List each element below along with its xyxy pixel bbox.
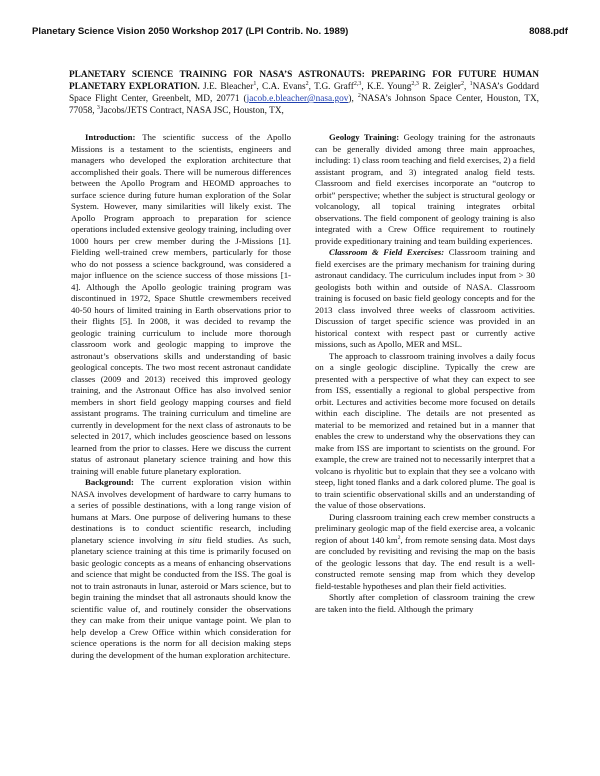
affiliation-number: 1 [469, 80, 473, 87]
author-affiliation-mark: 1 [253, 80, 257, 87]
classroom-field-text: Classroom training and field exercises are the primary mechanism for training during astronaut candidacy. The curriculum includes input from > 30 geologists both within and outside of NASA. Classroom training is focused on basic field geology concepts and for the 2013 class involved three weeks of classroom activities. Discussion of target specific science was provided in an historical context with respect past or currently active missions, such as Apollo, MER and MSL. [315, 247, 536, 349]
affiliation-jacobs: Jacobs/JETS Contract, NASA JSC, Houston, TX, [99, 106, 284, 116]
affiliation-separator: ), [348, 94, 358, 104]
author: J.E. Bleacher [203, 82, 254, 92]
affiliation-number: 3 [96, 104, 100, 111]
geology-training-paragraph [315, 132, 535, 247]
approach-paragraph: The approach to classroom training involves a daily focus on a single geologic discipline. Typically the crew are presented with a perspective of what they can expect to see from ISS, essentially a regional to global perspective from orbit. Lectures and activities become more focused on details within each discipline. The details are not presented as material to be memorized and retained but in a manner that enables the crew to understand why the observations they can make from ISS are important to scientists on the ground. For example, the crew are trained not to necessarily interpret that a volcano is rhyolitic but to explain that they see a volcano with steep, light toned flanks and a dark colored plume. The goal is to train scientific observational skills and an understanding of the value of those observations. [315, 350, 535, 510]
introduction-paragraph [71, 132, 291, 477]
author-affiliation-mark: 2 [460, 80, 464, 87]
km-squared-exponent: 2 [397, 534, 401, 541]
paper-title: PLANETARY SCIENCE TRAINING FOR NASA’S ASTRONAUTS: PREPARING FOR FUTURE HUMAN PLANETARY EXPLORATION. [69, 70, 539, 92]
background-paragraph [71, 477, 291, 661]
left-column [71, 132, 291, 661]
author-email-link[interactable]: jacob.e.bleacher@nasa.gov [246, 94, 349, 104]
map-text: During classroom training each crew member constructs a preliminary geologic map of the field exercise area, a volcanic region of about 140 km [315, 511, 535, 545]
affiliation-number: 2 [357, 92, 361, 99]
author-list: J.E. Bleacher$^1$, C.A. Evans$^2$, T.G. Graff$^{2,3}$, K.E. Young$^{2,3}$ R. Zeigler$^2$, [203, 80, 470, 92]
section-heading-classroom-field: Classroom & Field Exercises: [329, 247, 445, 257]
author-affiliation-mark: 2 [305, 80, 309, 87]
workshop-citation: Planetary Science Vision 2050 Workshop 2017 (LPI Contrib. No. 1989) [32, 26, 349, 37]
author: T.G. Graff [314, 82, 354, 92]
file-id: 8088.pdf [529, 26, 568, 37]
author: C.A. Evans [262, 82, 306, 92]
background-text-cont: field studies. As such, planetary science training at this time is primarily focused on basic geologic concepts as a means of enhancing observations and science that might be conducted from the ISS. The goal is not to train astronauts in lunar, asteroid or Mars science, but to begin training the mindset that all astronauts should know the scientific value of, and routinely consider the observations they can make from their unique vantage point. We plan to help develop a Crew Office within which consideration for science operations is the norm for all decision making steps during the development of the human exploration architecture. [71, 534, 292, 660]
background-text: The current exploration vision within NASA involves development of hardware to carry humans to a series of possible destinations, with a long range vision of humans at Mars. One purpose of delivering humans to these destinations is to conduct scientific research, including planetary science involving [71, 477, 292, 545]
author: R. Zeigler [422, 82, 461, 92]
map-text-cont: , from remote sensing data. Most days are concluded by revisiting and revising the map on the basis of the geologic lessons that day. The end result is a well-constructed remote sensing map from which they develop field-testable hypotheses and plan their field activities. [315, 534, 536, 591]
section-heading-introduction: Introduction: [85, 132, 136, 142]
affiliation-goddard: NASA’s Goddard Space Flight Center, Greenbelt, MD, 20771 ( [69, 82, 539, 104]
geology-training-text: Geology training for the astronauts can be generally divided among three main approaches, including: 1) class room teaching and field exercises, 2) a field assistant program, and 3) integrated analog field tests. Classroom and field exercises incorporate an “outcrop to orbit” perspective; whether the subject is structural geology or volcanology, all topical training integrates orbital observations. The field component of geology training is also integrated with a Crew Office requirement to routinely provide expeditionary training and team building experiences. [315, 132, 535, 246]
in-situ-term: in situ [177, 534, 202, 545]
running-header [32, 26, 568, 40]
section-heading-geology-training: Geology Training: [329, 132, 400, 142]
author: K.E. Young [366, 82, 412, 92]
section-heading-background: Background: [85, 477, 134, 487]
map-paragraph [315, 512, 535, 593]
introduction-text: The scientific success of the Apollo Missions is a testament to the scientists, engineers and managers who developed the exploration architecture that accomplished their goals. There will be numerous differences between the Apollo Program and HEOMD approaches to surface science during future human exploration of the Solar System. However, many similarities will likely exist. The Apollo Program approach to preparation for science operations included extensive geology training, including over 1000 hours per crew member during the J-Missions [1]. Fielding well-trained crew members, particularly for those who do not possess a science background, was considered a major influence on the science success of those missions [1-4]. Although the Apollo geologic training program was discontinued in 1972, Space Shuttle crewmembers received 40-50 hours of limited training in Earth observations prior to their flights [5]. In 2008, it was decided to revamp the geologic training curriculum to include more thorough classroom work and geologic mapping to improve the astronaut’s observations skills and understanding of basic geological concepts. The two most recent astronaut candidate classes (2009 and 2013) received this improved geology training, and the Astronaut Office has also involved senior members in short field geology mapping courses and field assistant programs. The training curriculum and timeline are currently in development for the next class of astronauts to be selected in 2017, which includes geoscience based on lessons learned from the prior to classes. Here we discuss the current status of astronaut planetary science training and how this training will enable future planetary exploration. [71, 132, 292, 476]
title-block [69, 69, 539, 117]
classroom-field-paragraph [315, 247, 535, 351]
author-affiliation-mark: 2,3 [353, 80, 362, 87]
right-column [315, 132, 535, 615]
affiliation-johnson: NASA’s Johnson Space Center, Houston, TX, 77058, [69, 94, 539, 116]
author-affiliation-mark: 2,3 [411, 80, 419, 87]
field-paragraph: Shortly after completion of classroom training the crew are taken into the field. Although the primary [315, 592, 535, 614]
